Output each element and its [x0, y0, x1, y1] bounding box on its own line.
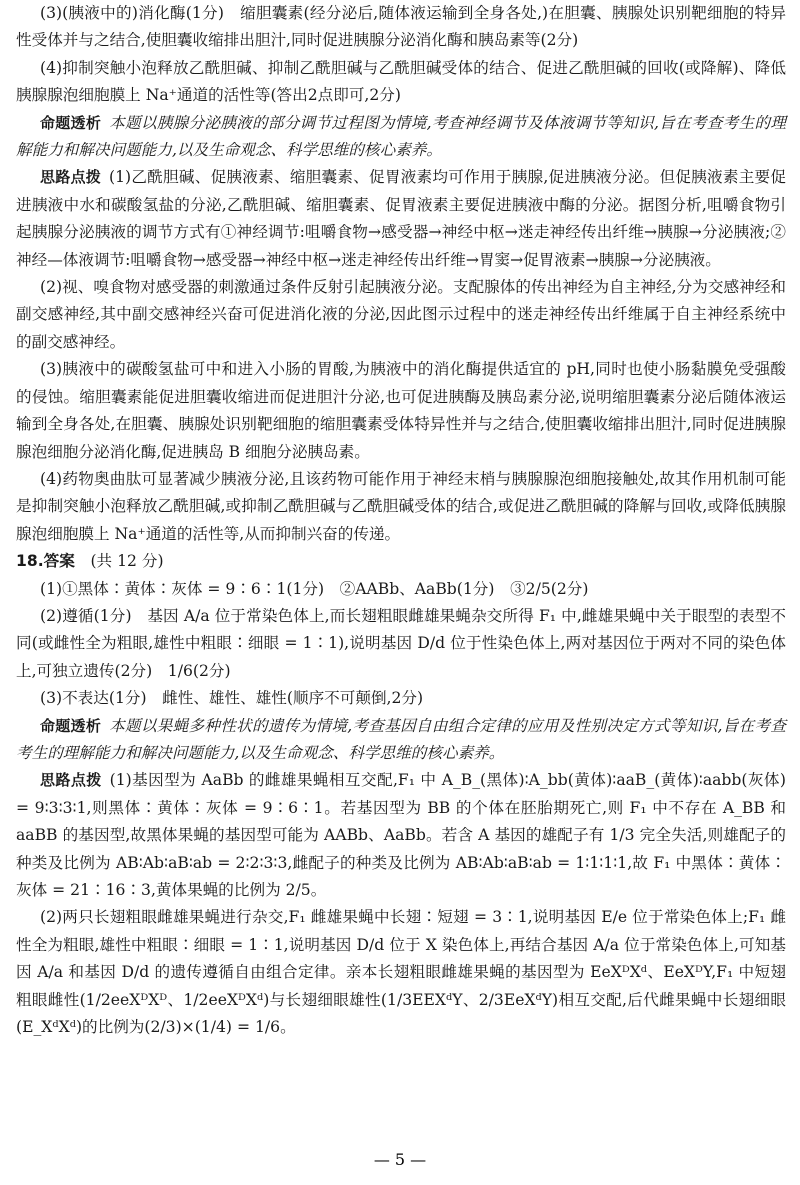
analysis-text: 本题以果蝇多种性状的遗传为情境,考查基因自由组合定律的应用及性别决定方式等知识,旨在考查考生的理解能力和解决问题能力,以及生命观念、科学思维的核心素养。 — [16, 716, 786, 762]
q17-hint-3: (3)胰液中的碳酸氢盐可中和进入小肠的胃酸,为胰液中的消化酶提供适宜的 pH,同时也使小肠黏膜免受强酸的侵蚀。缩胆囊素能促进胆囊收缩进而促进胆汁分泌,也可促进胰酶及胰岛素分泌,说明缩胆囊素分泌后随体液运输到全身各处,在胆囊、胰腺处识别靶细胞的缩胆囊素受体特异性并与之结合,使胆囊收缩排出胆汁,同时促进胰腺腺泡细胞分泌消化酶,促进胰岛 B 细胞分泌胰岛素。 — [16, 360, 786, 461]
q18-answer-3: (3)不表达(1分) 雌性、雄性、雄性(顺序不可颠倒,2分) — [40, 689, 424, 708]
question-number: 18. — [16, 552, 44, 571]
hint-text: (1)基因型为 AaBb 的雌雄果蝇相互交配,F₁ 中 A_B_(黑体)∶A_bb(黄体)∶aaB_(黄体)∶aabb(灰体) = 9∶3∶3∶1,则黑体∶黄体∶灰体 = 9∶6∶1。若基因型为 BB 的个体在胚胎期死亡,则 F₁ 中不存在 A_BB 和 aaBB 的基因型,故黑体果蝇的基因型可能为 AABb、AaBb。若含 A 基因的雄配子有 1/3 完全失活,则雄配子的种类及比例为 AB∶Ab∶aB∶ab = 2∶2∶3∶3,雌配子的种类及比例为 AB∶Ab∶aB∶ab = 1∶1∶1∶1,故 F₁ 中黑体∶黄体∶灰体 = 21∶16∶3,黄体果蝇的比例为 2/5。 — [16, 771, 786, 899]
answer-page — [16, 0, 786, 1041]
points: (共 12 分) — [90, 552, 164, 571]
q17-analysis — [16, 110, 786, 165]
q18-answer-2: (2)遵循(1分) 基因 A/a 位于常染色体上,而长翅粗眼雌雄果蝇杂交所得 F₁ 中,雌雄果蝇中关于眼型的表型不同(或雌性全为粗眼,雄性中粗眼∶细眼 = 1∶1),说明基因 D/d 位于性染色体上,两对基因位于两对不同的染色体上,可独立遗传(2分) 1/6(2分) — [16, 606, 786, 680]
q17-hint-4: (4)药物奥曲肽可显著减少胰液分泌,且该药物可能作用于神经末梢与胰腺腺泡细胞接触处,故其作用机制可能是抑制突触小泡释放乙酰胆碱,或抑制乙酰胆碱与乙酰胆碱受体的结合,或促进乙酰胆碱的降解与回收,或降低胰腺腺泡细胞膜上 Na⁺通道的活性等,从而抑制兴奋的传递。 — [16, 469, 786, 543]
q18-analysis — [16, 713, 786, 768]
hint-text: (1)乙酰胆碱、促胰液素、缩胆囊素、促胃液素均可作用于胰腺,促进胰液分泌。但促胰液素主要促进胰液中水和碳酸氢盐的分泌,乙酰胆碱、缩胆囊素、促胃液素主要促进胰液中酶的分泌。据图分析,咀嚼食物引起胰腺分泌胰液的调节方式有①神经调节:咀嚼食物→感受器→神经中枢→迷走神经传出纤维→胰腺→分泌胰液;②神经—体液调节:咀嚼食物→感受器→神经中枢→迷走神经传出纤维→胃窦→促胃液素→胰腺→分泌胰液。 — [16, 168, 786, 269]
hint-label: 思路点拨 — [40, 168, 102, 187]
q18-hint-2: (2)两只长翅粗眼雌雄果蝇进行杂交,F₁ 雌雄果蝇中长翅∶短翅 = 3∶1,说明基因 E/e 位于常染色体上;F₁ 雌性全为粗眼,雄性中粗眼∶细眼 = 1∶1,说明基因 D/d 位于 X 染色体上,再结合基因 A/a 位于常染色体上,可知基因 A/a 和基因 D/d 的遗传遵循自由组合定律。亲本长翅粗眼雌雄果蝇的基因型为 EeXᴰXᵈ、EeXᴰY,F₁ 中短翅粗眼雌性(1/2eeXᴰXᴰ、1/2eeXᴰXᵈ)与长翅细眼雄性(1/3EEXᵈY、2/3EeXᵈY)相互交配,后代雌果蝇中长翅细眼(E_XᵈXᵈ)的比例为(2/3)×(1/4) = 1/6。 — [16, 908, 786, 1037]
analysis-label: 命题透析 — [40, 716, 102, 735]
q18-answer-1: (1)①黑体∶黄体∶灰体 = 9∶6∶1(1分) ②AABb、AaBb(1分) ③2/5(2分) — [40, 579, 589, 598]
q18-heading — [16, 548, 786, 575]
q17-answer-4: (4)抑制突触小泡释放乙酰胆碱、抑制乙酰胆碱与乙酰胆碱受体的结合、促进乙酰胆碱的回收(或降解)、降低胰腺腺泡细胞膜上 Na⁺通道的活性等(答出2点即可,2分) — [16, 58, 786, 105]
page-number: — 5 — — [373, 1150, 427, 1169]
q17-hint-1 — [16, 164, 786, 274]
analysis-text: 本题以胰腺分泌胰液的部分调节过程图为情境,考查神经调节及体液调节等知识,旨在考查考生的理解能力和解决问题能力,以及生命观念、科学思维的核心素养。 — [16, 113, 786, 160]
q18-hint-1 — [16, 767, 786, 904]
hint-label: 思路点拨 — [40, 771, 102, 790]
q17-answer-3: (3)(胰液中的)消化酶(1分) 缩胆囊素(经分泌后,随体液运输到全身各处,)在胆囊、胰腺处识别靶细胞的特异性受体并与之结合,使胆囊收缩排出胆汁,同时促进胰腺分泌消化酶和胰岛素等(2分) — [16, 4, 786, 50]
analysis-label: 命题透析 — [40, 113, 102, 132]
answer-label: 答案 — [43, 552, 75, 571]
q17-hint-2: (2)视、嗅食物对感受器的刺激通过条件反射引起胰液分泌。支配腺体的传出神经为自主神经,分为交感神经和副交感神经,其中副交感神经兴奋可促进消化液的分泌,因此图示过程中的迷走神经传出纤维属于自主神经系统中的副交感神经。 — [16, 278, 786, 351]
